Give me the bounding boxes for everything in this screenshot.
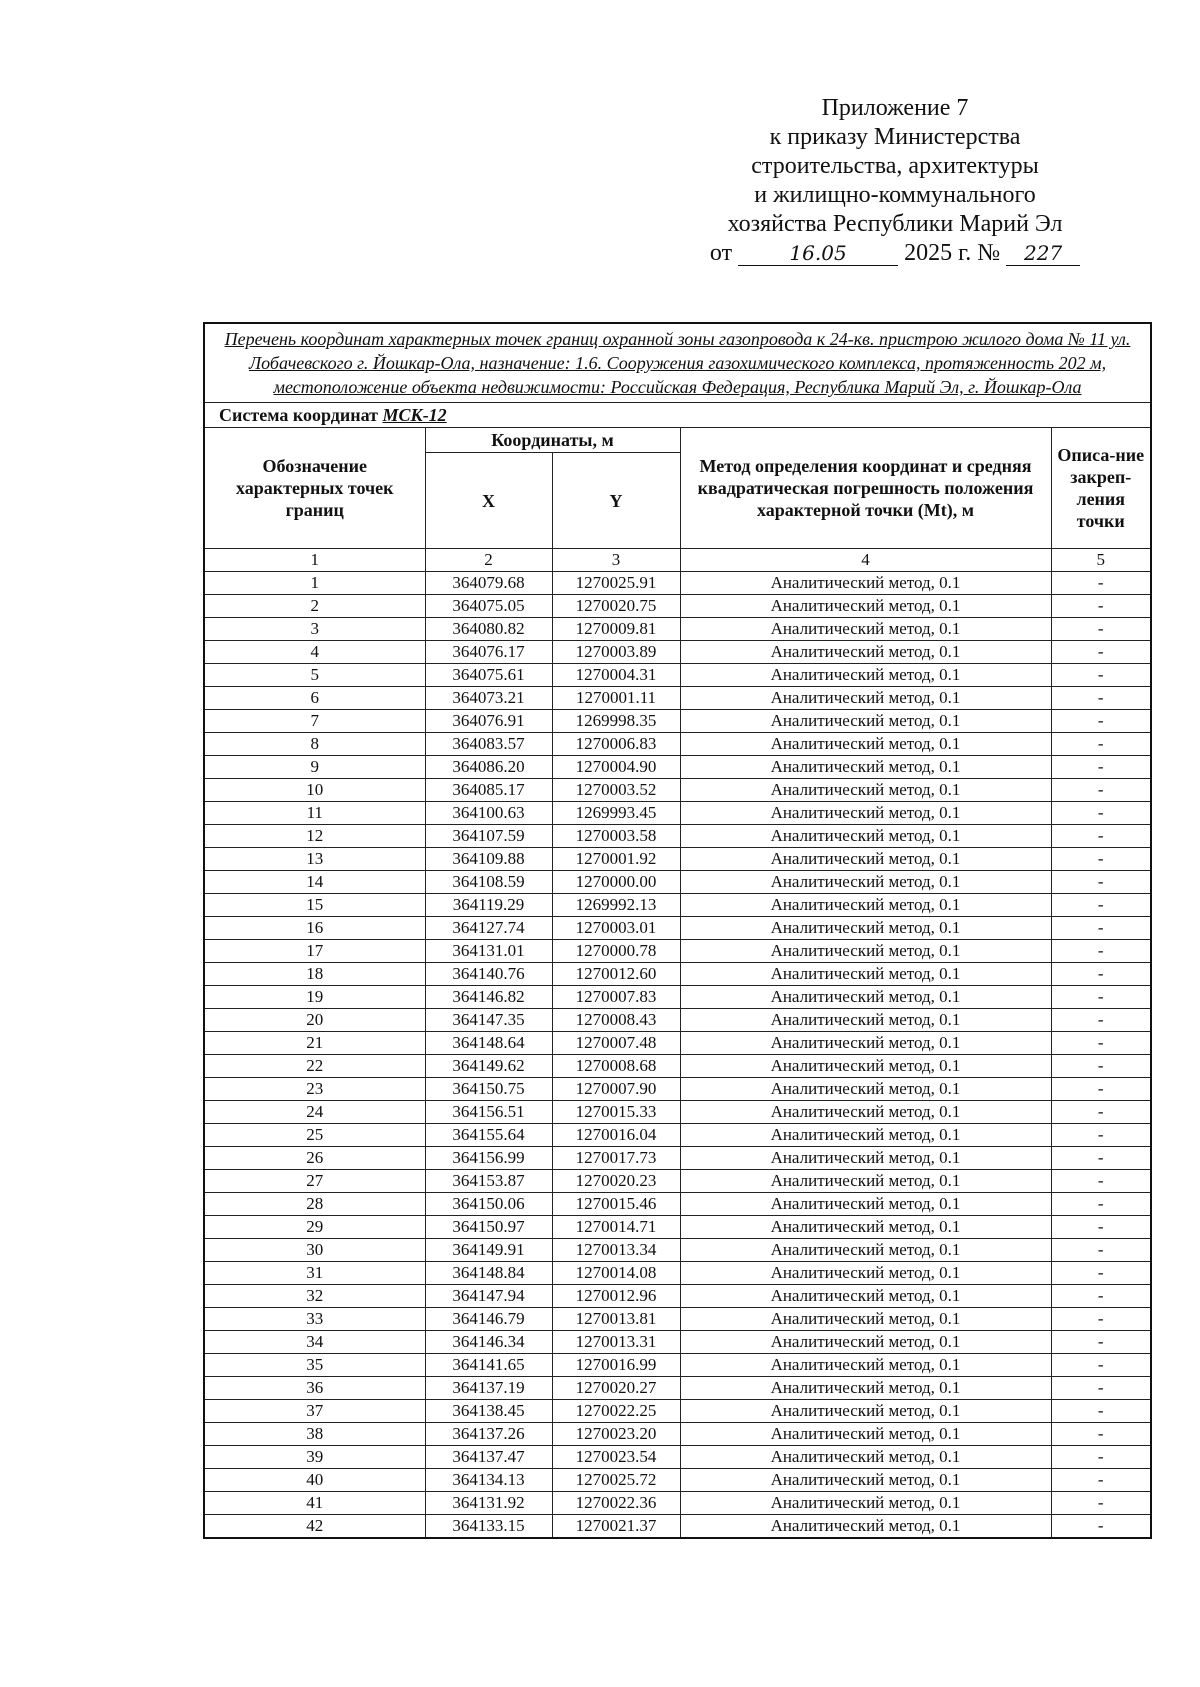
coord-y-cell: 1270001.11 bbox=[552, 687, 680, 710]
description-cell: - bbox=[1051, 1308, 1151, 1331]
description-cell: - bbox=[1051, 1193, 1151, 1216]
method-cell: Аналитический метод, 0.1 bbox=[680, 1446, 1051, 1469]
method-cell: Аналитический метод, 0.1 bbox=[680, 848, 1051, 871]
method-cell: Аналитический метод, 0.1 bbox=[680, 1515, 1051, 1539]
point-number-cell: 25 bbox=[204, 1124, 425, 1147]
column-number: 1 bbox=[204, 549, 425, 572]
column-number: 2 bbox=[425, 549, 552, 572]
header-y: Y bbox=[552, 453, 680, 549]
method-cell: Аналитический метод, 0.1 bbox=[680, 1147, 1051, 1170]
header-description: Описа-ние закреп-ления точки bbox=[1051, 428, 1151, 549]
point-number-cell: 12 bbox=[204, 825, 425, 848]
method-cell: Аналитический метод, 0.1 bbox=[680, 1331, 1051, 1354]
header-coordinates: Координаты, м bbox=[425, 428, 680, 453]
method-cell: Аналитический метод, 0.1 bbox=[680, 1193, 1051, 1216]
point-number-cell: 28 bbox=[204, 1193, 425, 1216]
coord-x-cell: 364131.92 bbox=[425, 1492, 552, 1515]
coord-x-cell: 364100.63 bbox=[425, 802, 552, 825]
point-number-cell: 1 bbox=[204, 572, 425, 595]
method-cell: Аналитический метод, 0.1 bbox=[680, 1377, 1051, 1400]
coord-x-cell: 364083.57 bbox=[425, 733, 552, 756]
method-cell: Аналитический метод, 0.1 bbox=[680, 618, 1051, 641]
coord-x-cell: 364150.06 bbox=[425, 1193, 552, 1216]
coord-y-cell: 1270000.78 bbox=[552, 940, 680, 963]
table-row bbox=[204, 641, 1151, 664]
coord-x-cell: 364137.19 bbox=[425, 1377, 552, 1400]
coord-x-cell: 364149.91 bbox=[425, 1239, 552, 1262]
method-cell: Аналитический метод, 0.1 bbox=[680, 1400, 1051, 1423]
method-cell: Аналитический метод, 0.1 bbox=[680, 710, 1051, 733]
coord-x-cell: 364075.05 bbox=[425, 595, 552, 618]
coord-y-cell: 1270023.20 bbox=[552, 1423, 680, 1446]
date-prefix: от bbox=[709, 240, 733, 266]
description-cell: - bbox=[1051, 1216, 1151, 1239]
description-cell: - bbox=[1051, 1377, 1151, 1400]
point-number-cell: 38 bbox=[204, 1423, 425, 1446]
table-row bbox=[204, 1469, 1151, 1492]
method-cell: Аналитический метод, 0.1 bbox=[680, 1216, 1051, 1239]
column-numbers-row bbox=[204, 549, 1151, 572]
method-cell: Аналитический метод, 0.1 bbox=[680, 802, 1051, 825]
point-number-cell: 14 bbox=[204, 871, 425, 894]
coord-x-cell: 364108.59 bbox=[425, 871, 552, 894]
method-cell: Аналитический метод, 0.1 bbox=[680, 1032, 1051, 1055]
table-row bbox=[204, 1101, 1151, 1124]
description-cell: - bbox=[1051, 1515, 1151, 1539]
table-row bbox=[204, 825, 1151, 848]
table-row bbox=[204, 1377, 1151, 1400]
point-number-cell: 30 bbox=[204, 1239, 425, 1262]
coord-x-cell: 364146.34 bbox=[425, 1331, 552, 1354]
point-number-cell: 36 bbox=[204, 1377, 425, 1400]
method-cell: Аналитический метод, 0.1 bbox=[680, 641, 1051, 664]
method-cell: Аналитический метод, 0.1 bbox=[680, 1170, 1051, 1193]
coord-y-cell: 1269998.35 bbox=[552, 710, 680, 733]
point-number-cell: 39 bbox=[204, 1446, 425, 1469]
point-number-cell: 35 bbox=[204, 1354, 425, 1377]
table-row bbox=[204, 687, 1151, 710]
point-number-cell: 34 bbox=[204, 1331, 425, 1354]
table-row bbox=[204, 940, 1151, 963]
coord-y-cell: 1270008.68 bbox=[552, 1055, 680, 1078]
method-cell: Аналитический метод, 0.1 bbox=[680, 1308, 1051, 1331]
description-cell: - bbox=[1051, 1009, 1151, 1032]
table-row bbox=[204, 917, 1151, 940]
coord-x-cell: 364080.82 bbox=[425, 618, 552, 641]
description-cell: - bbox=[1051, 1469, 1151, 1492]
point-number-cell: 26 bbox=[204, 1147, 425, 1170]
coord-x-cell: 364076.91 bbox=[425, 710, 552, 733]
coord-y-cell: 1270003.01 bbox=[552, 917, 680, 940]
table-row bbox=[204, 1216, 1151, 1239]
coord-y-cell: 1270013.81 bbox=[552, 1308, 680, 1331]
coord-x-cell: 364146.82 bbox=[425, 986, 552, 1009]
table-row bbox=[204, 1124, 1151, 1147]
coord-y-cell: 1270003.52 bbox=[552, 779, 680, 802]
description-cell: - bbox=[1051, 940, 1151, 963]
description-cell: - bbox=[1051, 1170, 1151, 1193]
method-cell: Аналитический метод, 0.1 bbox=[680, 1285, 1051, 1308]
coord-y-cell: 1270012.96 bbox=[552, 1285, 680, 1308]
table-row bbox=[204, 1055, 1151, 1078]
coord-x-cell: 364155.64 bbox=[425, 1124, 552, 1147]
description-cell: - bbox=[1051, 1492, 1151, 1515]
handwritten-date: 16.05 bbox=[738, 241, 898, 266]
description-cell: - bbox=[1051, 1101, 1151, 1124]
method-cell: Аналитический метод, 0.1 bbox=[680, 1469, 1051, 1492]
point-number-cell: 17 bbox=[204, 940, 425, 963]
table-row bbox=[204, 1515, 1151, 1539]
table-row bbox=[204, 664, 1151, 687]
coord-x-cell: 364147.35 bbox=[425, 1009, 552, 1032]
description-cell: - bbox=[1051, 1078, 1151, 1101]
table-row bbox=[204, 871, 1151, 894]
description-cell: - bbox=[1051, 1147, 1151, 1170]
point-number-cell: 41 bbox=[204, 1492, 425, 1515]
description-cell: - bbox=[1051, 664, 1151, 687]
table-row bbox=[204, 779, 1151, 802]
coord-y-cell: 1270013.34 bbox=[552, 1239, 680, 1262]
description-cell: - bbox=[1051, 1055, 1151, 1078]
point-number-cell: 15 bbox=[204, 894, 425, 917]
header-line: Приложение 7 bbox=[821, 95, 969, 121]
column-number: 3 bbox=[552, 549, 680, 572]
coord-x-cell: 364075.61 bbox=[425, 664, 552, 687]
table-row bbox=[204, 1400, 1151, 1423]
header-point: Обозначение характерных точек границ bbox=[204, 428, 425, 549]
coord-y-cell: 1270014.71 bbox=[552, 1216, 680, 1239]
point-number-cell: 31 bbox=[204, 1262, 425, 1285]
description-cell: - bbox=[1051, 825, 1151, 848]
header-line: строительства, архитектуры bbox=[751, 153, 1039, 179]
method-cell: Аналитический метод, 0.1 bbox=[680, 894, 1051, 917]
coord-x-cell: 364148.84 bbox=[425, 1262, 552, 1285]
coord-x-cell: 364085.17 bbox=[425, 779, 552, 802]
table-row bbox=[204, 733, 1151, 756]
point-number-cell: 33 bbox=[204, 1308, 425, 1331]
description-cell: - bbox=[1051, 779, 1151, 802]
method-cell: Аналитический метод, 0.1 bbox=[680, 756, 1051, 779]
coord-y-cell: 1270007.90 bbox=[552, 1078, 680, 1101]
coord-y-cell: 1270020.75 bbox=[552, 595, 680, 618]
point-number-cell: 21 bbox=[204, 1032, 425, 1055]
coordinate-system-label: Система координат bbox=[219, 405, 378, 425]
coord-y-cell: 1270025.72 bbox=[552, 1469, 680, 1492]
description-cell: - bbox=[1051, 1239, 1151, 1262]
method-cell: Аналитический метод, 0.1 bbox=[680, 940, 1051, 963]
description-cell: - bbox=[1051, 1285, 1151, 1308]
table-row bbox=[204, 1354, 1151, 1377]
coord-y-cell: 1270004.31 bbox=[552, 664, 680, 687]
coord-y-cell: 1270020.23 bbox=[552, 1170, 680, 1193]
table-row bbox=[204, 1009, 1151, 1032]
coord-x-cell: 364076.17 bbox=[425, 641, 552, 664]
coord-y-cell: 1270022.36 bbox=[552, 1492, 680, 1515]
table-title: Перечень координат характерных точек границ охранной зоны газопровода к 24-кв. пристрою жилого дома № 11 ул. Лобачевского г. Йошкар-Ола, назначение: 1.6. Сооружения газохимического комплекса, протяженность 202 м, местоположение объекта недвижимости: Российская Федерация, Республика Марий Эл, г. Йошкар-Ола bbox=[204, 323, 1151, 403]
document-header bbox=[700, 94, 1090, 268]
coord-y-cell: 1270017.73 bbox=[552, 1147, 680, 1170]
coord-y-cell: 1270012.60 bbox=[552, 963, 680, 986]
table-row bbox=[204, 1446, 1151, 1469]
handwritten-number: 227 bbox=[1006, 241, 1080, 266]
coord-x-cell: 364149.62 bbox=[425, 1055, 552, 1078]
description-cell: - bbox=[1051, 1423, 1151, 1446]
coord-x-cell: 364086.20 bbox=[425, 756, 552, 779]
coord-x-cell: 364119.29 bbox=[425, 894, 552, 917]
method-cell: Аналитический метод, 0.1 bbox=[680, 595, 1051, 618]
point-number-cell: 10 bbox=[204, 779, 425, 802]
description-cell: - bbox=[1051, 894, 1151, 917]
description-cell: - bbox=[1051, 1124, 1151, 1147]
column-number: 5 bbox=[1051, 549, 1151, 572]
description-cell: - bbox=[1051, 963, 1151, 986]
coord-y-cell: 1270021.37 bbox=[552, 1515, 680, 1539]
coord-y-cell: 1269993.45 bbox=[552, 802, 680, 825]
point-number-cell: 7 bbox=[204, 710, 425, 733]
coord-y-cell: 1270001.92 bbox=[552, 848, 680, 871]
point-number-cell: 11 bbox=[204, 802, 425, 825]
table-row bbox=[204, 894, 1151, 917]
point-number-cell: 37 bbox=[204, 1400, 425, 1423]
method-cell: Аналитический метод, 0.1 bbox=[680, 1009, 1051, 1032]
coordinates-table bbox=[203, 322, 1152, 1539]
method-cell: Аналитический метод, 0.1 bbox=[680, 733, 1051, 756]
method-cell: Аналитический метод, 0.1 bbox=[680, 572, 1051, 595]
coord-x-cell: 364134.13 bbox=[425, 1469, 552, 1492]
table-row bbox=[204, 1262, 1151, 1285]
description-cell: - bbox=[1051, 1446, 1151, 1469]
coord-x-cell: 364127.74 bbox=[425, 917, 552, 940]
coord-x-cell: 364156.99 bbox=[425, 1147, 552, 1170]
coord-y-cell: 1270015.33 bbox=[552, 1101, 680, 1124]
coordinate-system bbox=[204, 403, 1151, 428]
point-number-cell: 4 bbox=[204, 641, 425, 664]
coord-y-cell: 1270015.46 bbox=[552, 1193, 680, 1216]
method-cell: Аналитический метод, 0.1 bbox=[680, 779, 1051, 802]
table-row bbox=[204, 1308, 1151, 1331]
coord-x-cell: 364109.88 bbox=[425, 848, 552, 871]
method-cell: Аналитический метод, 0.1 bbox=[680, 871, 1051, 894]
table-row bbox=[204, 802, 1151, 825]
coord-y-cell: 1270000.00 bbox=[552, 871, 680, 894]
coord-x-cell: 364146.79 bbox=[425, 1308, 552, 1331]
description-cell: - bbox=[1051, 687, 1151, 710]
point-number-cell: 20 bbox=[204, 1009, 425, 1032]
point-number-cell: 18 bbox=[204, 963, 425, 986]
description-cell: - bbox=[1051, 572, 1151, 595]
description-cell: - bbox=[1051, 618, 1151, 641]
point-number-cell: 19 bbox=[204, 986, 425, 1009]
header-x: X bbox=[425, 453, 552, 549]
description-cell: - bbox=[1051, 1331, 1151, 1354]
coord-x-cell: 364133.15 bbox=[425, 1515, 552, 1539]
coordinate-system-value: МСК-12 bbox=[382, 405, 447, 425]
table-row bbox=[204, 618, 1151, 641]
method-cell: Аналитический метод, 0.1 bbox=[680, 1423, 1051, 1446]
method-cell: Аналитический метод, 0.1 bbox=[680, 1124, 1051, 1147]
description-cell: - bbox=[1051, 802, 1151, 825]
point-number-cell: 27 bbox=[204, 1170, 425, 1193]
coord-x-cell: 364141.65 bbox=[425, 1354, 552, 1377]
coord-x-cell: 364137.26 bbox=[425, 1423, 552, 1446]
method-cell: Аналитический метод, 0.1 bbox=[680, 1101, 1051, 1124]
point-number-cell: 24 bbox=[204, 1101, 425, 1124]
coord-x-cell: 364147.94 bbox=[425, 1285, 552, 1308]
coord-y-cell: 1270020.27 bbox=[552, 1377, 680, 1400]
point-number-cell: 8 bbox=[204, 733, 425, 756]
coord-y-cell: 1270009.81 bbox=[552, 618, 680, 641]
header-line: к приказу Министерства bbox=[769, 124, 1021, 150]
table-row bbox=[204, 1193, 1151, 1216]
coord-y-cell: 1270016.99 bbox=[552, 1354, 680, 1377]
coord-x-cell: 364150.75 bbox=[425, 1078, 552, 1101]
table-row bbox=[204, 1423, 1151, 1446]
point-number-cell: 13 bbox=[204, 848, 425, 871]
method-cell: Аналитический метод, 0.1 bbox=[680, 1078, 1051, 1101]
table-row bbox=[204, 986, 1151, 1009]
coord-x-cell: 364140.76 bbox=[425, 963, 552, 986]
method-cell: Аналитический метод, 0.1 bbox=[680, 917, 1051, 940]
method-cell: Аналитический метод, 0.1 bbox=[680, 963, 1051, 986]
point-number-cell: 22 bbox=[204, 1055, 425, 1078]
coord-x-cell: 364107.59 bbox=[425, 825, 552, 848]
description-cell: - bbox=[1051, 1262, 1151, 1285]
coord-y-cell: 1270014.08 bbox=[552, 1262, 680, 1285]
coord-y-cell: 1270025.91 bbox=[552, 572, 680, 595]
description-cell: - bbox=[1051, 917, 1151, 940]
column-number: 4 bbox=[680, 549, 1051, 572]
coord-y-cell: 1270003.89 bbox=[552, 641, 680, 664]
description-cell: - bbox=[1051, 595, 1151, 618]
table-row bbox=[204, 1285, 1151, 1308]
point-number-cell: 29 bbox=[204, 1216, 425, 1239]
point-number-cell: 2 bbox=[204, 595, 425, 618]
table-row bbox=[204, 595, 1151, 618]
coord-x-cell: 364073.21 bbox=[425, 687, 552, 710]
header-line: хозяйства Республики Марий Эл bbox=[727, 211, 1063, 237]
point-number-cell: 3 bbox=[204, 618, 425, 641]
coord-x-cell: 364153.87 bbox=[425, 1170, 552, 1193]
description-cell: - bbox=[1051, 710, 1151, 733]
point-number-cell: 40 bbox=[204, 1469, 425, 1492]
table-row bbox=[204, 710, 1151, 733]
coord-x-cell: 364150.97 bbox=[425, 1216, 552, 1239]
point-number-cell: 16 bbox=[204, 917, 425, 940]
description-cell: - bbox=[1051, 1032, 1151, 1055]
coord-x-cell: 364079.68 bbox=[425, 572, 552, 595]
method-cell: Аналитический метод, 0.1 bbox=[680, 1239, 1051, 1262]
coord-y-cell: 1270004.90 bbox=[552, 756, 680, 779]
description-cell: - bbox=[1051, 986, 1151, 1009]
coord-x-cell: 364148.64 bbox=[425, 1032, 552, 1055]
description-cell: - bbox=[1051, 848, 1151, 871]
description-cell: - bbox=[1051, 733, 1151, 756]
coord-y-cell: 1270016.04 bbox=[552, 1124, 680, 1147]
coord-y-cell: 1270008.43 bbox=[552, 1009, 680, 1032]
method-cell: Аналитический метод, 0.1 bbox=[680, 664, 1051, 687]
coord-y-cell: 1270007.48 bbox=[552, 1032, 680, 1055]
table-row bbox=[204, 572, 1151, 595]
description-cell: - bbox=[1051, 871, 1151, 894]
point-number-cell: 42 bbox=[204, 1515, 425, 1539]
point-number-cell: 23 bbox=[204, 1078, 425, 1101]
method-cell: Аналитический метод, 0.1 bbox=[680, 1055, 1051, 1078]
point-number-cell: 5 bbox=[204, 664, 425, 687]
description-cell: - bbox=[1051, 1354, 1151, 1377]
table-row bbox=[204, 1170, 1151, 1193]
table-row bbox=[204, 963, 1151, 986]
coord-y-cell: 1270006.83 bbox=[552, 733, 680, 756]
point-number-cell: 32 bbox=[204, 1285, 425, 1308]
table-row bbox=[204, 848, 1151, 871]
table-row bbox=[204, 1239, 1151, 1262]
coord-x-cell: 364131.01 bbox=[425, 940, 552, 963]
point-number-cell: 9 bbox=[204, 756, 425, 779]
coord-x-cell: 364156.51 bbox=[425, 1101, 552, 1124]
coord-x-cell: 364138.45 bbox=[425, 1400, 552, 1423]
coord-y-cell: 1270022.25 bbox=[552, 1400, 680, 1423]
coord-y-cell: 1270023.54 bbox=[552, 1446, 680, 1469]
coord-y-cell: 1270013.31 bbox=[552, 1331, 680, 1354]
coord-y-cell: 1270007.83 bbox=[552, 986, 680, 1009]
method-cell: Аналитический метод, 0.1 bbox=[680, 1492, 1051, 1515]
method-cell: Аналитический метод, 0.1 bbox=[680, 986, 1051, 1009]
description-cell: - bbox=[1051, 641, 1151, 664]
table-row bbox=[204, 1078, 1151, 1101]
method-cell: Аналитический метод, 0.1 bbox=[680, 687, 1051, 710]
method-cell: Аналитический метод, 0.1 bbox=[680, 1262, 1051, 1285]
table-row bbox=[204, 1032, 1151, 1055]
point-number-cell: 6 bbox=[204, 687, 425, 710]
table-row bbox=[204, 1147, 1151, 1170]
description-cell: - bbox=[1051, 756, 1151, 779]
coord-x-cell: 364137.47 bbox=[425, 1446, 552, 1469]
header-line: и жилищно-коммунального bbox=[754, 182, 1036, 208]
method-cell: Аналитический метод, 0.1 bbox=[680, 1354, 1051, 1377]
description-cell: - bbox=[1051, 1400, 1151, 1423]
method-cell: Аналитический метод, 0.1 bbox=[680, 825, 1051, 848]
table-row bbox=[204, 756, 1151, 779]
table-row bbox=[204, 1492, 1151, 1515]
year-text: 2025 г. № bbox=[904, 240, 1001, 266]
header-method: Метод определения координат и средняя квадратическая погрешность положения характерной точки (Mt), м bbox=[680, 428, 1051, 549]
order-date-line bbox=[700, 239, 1090, 268]
coord-y-cell: 1270003.58 bbox=[552, 825, 680, 848]
coord-y-cell: 1269992.13 bbox=[552, 894, 680, 917]
table-row bbox=[204, 1331, 1151, 1354]
